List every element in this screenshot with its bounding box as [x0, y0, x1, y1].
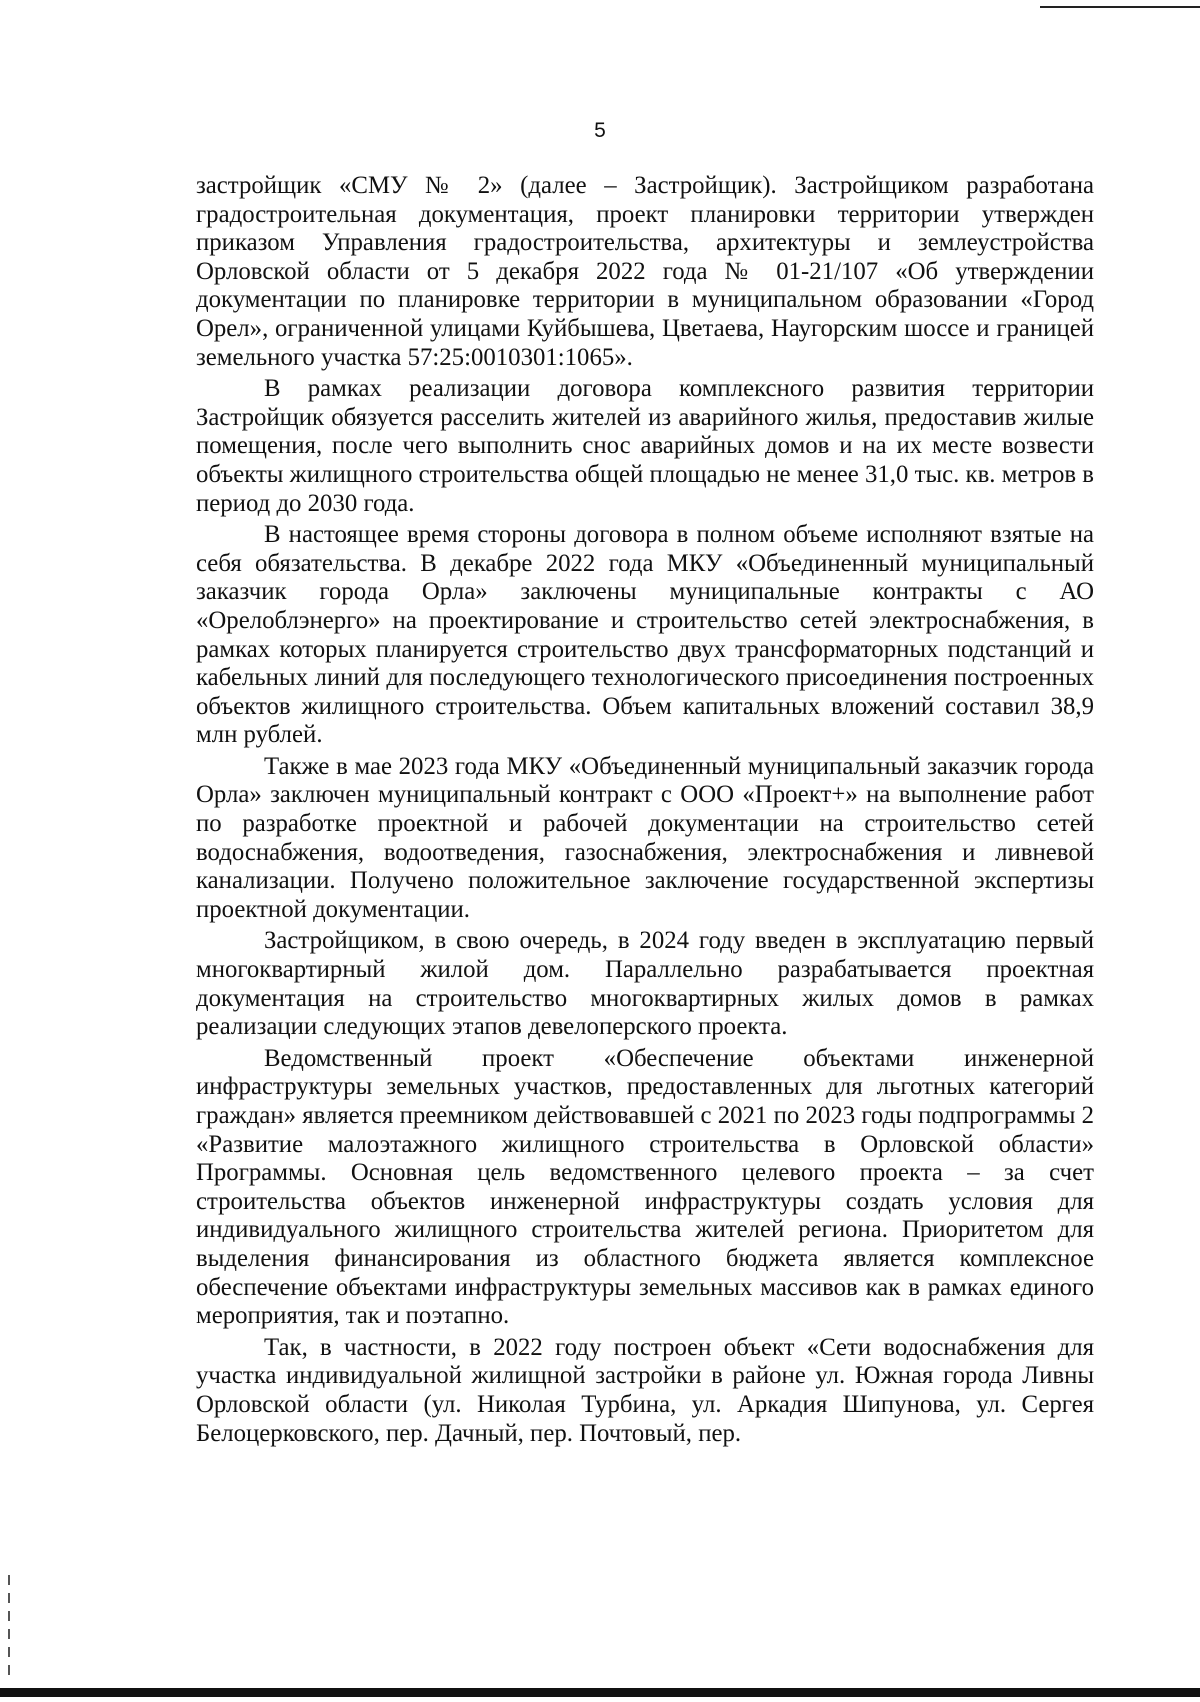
paragraph-design-contract: Также в мае 2023 года МКУ «Объединенный муниципальный заказчик города Орла» заключен муниципальный контракт с ООО «Проект+» на выполнение работ по разработке проектной и рабочей документации на строительство сетей водоснабжения, водоотведения, газоснабжения, электроснабжения и ливневой канализации. Получено положительное заключение государственной экспертизы проектной документации. — [196, 752, 1094, 923]
paragraph-first-house-commissioned: Застройщиком, в свою очередь, в 2024 году введен в эксплуатацию первый многоквартирный жилой дом. Параллельно разрабатывается проектная документация на строительство многоквартирных жилых домов в рамках реализации следующих этапов девелоперского проекта. — [196, 927, 1094, 1041]
paragraph-resettlement-obligations: В рамках реализации договора комплексного развития территории Застройщик обязуется расселить жителей из аварийного жилья, предоставив жилые помещения, после чего выполнить снос аварийных домов и на их месте возвести объекты жилищного строительства общей площадью не менее 31,0 тыс. кв. метров в период до 2030 года. — [196, 375, 1094, 517]
scan-edge-top — [1040, 6, 1200, 8]
page-number: 5 — [594, 119, 606, 142]
paragraph-power-supply-contracts: В настоящее время стороны договора в полном объеме исполняют взятые на себя обязательства. В декабре 2022 года МКУ «Объединенный муниципальный заказчик города Орла» заключены муниципальные контракты с АО «Орелоблэнерго» на проектирование и строительство сетей электроснабжения, в рамках которых планируется строительство двух трансформаторных подстанций и кабельных линий для последующего технологического присоединения построенных объектов жилищного строительства. Объем капитальных вложений составил 38,9 млн рублей. — [196, 521, 1094, 749]
paragraph-departmental-project: Ведомственный проект «Обеспечение объектами инженерной инфраструктуры земельных участков, предоставленных для льготных категорий граждан» является преемником действовавшей с 2021 по 2023 годы подпрограммы 2 «Развитие малоэтажного жилищного строительства в Орловской области» Программы. Основная цель ведомственного целевого проекта – за счет строительства объектов инженерной инфраструктуры создать условия для индивидуального жилищного строительства жителей региона. Приоритетом для выделения финансирования из областного бюджета является комплексное обеспечение объектами инфраструктуры земельных массивов как в рамках единого мероприятия, так и поэтапно. — [196, 1044, 1094, 1330]
document-body — [196, 172, 1094, 1451]
scan-edge-left — [8, 1575, 10, 1675]
paragraph-developer-documentation: застройщик «СМУ № 2» (далее – Застройщик). Застройщиком разработана градостроительная документация, проект планировки территории утвержден приказом Управления градостроительства, архитектуры и землеустройства Орловской области от 5 декабря 2022 года № 01-21/107 «Об утверждении документации по планировке территории в муниципальном образовании «Город Орел», ограниченной улицами Куйбышева, Цветаева, Наугорским шоссе и границей земельного участка 57:25:0010301:1065». — [196, 172, 1094, 371]
scan-edge-bottom — [0, 1688, 1200, 1697]
paragraph-livny-water-supply: Так, в частности, в 2022 году построен объект «Сети водоснабжения для участка индивидуальной жилищной застройки в районе ул. Южная города Ливны Орловской области (ул. Николая Турбина, ул. Аркадия Шипунова, ул. Сергея Белоцерковского, пер. Дачный, пер. Почтовый, пер. — [196, 1333, 1094, 1447]
